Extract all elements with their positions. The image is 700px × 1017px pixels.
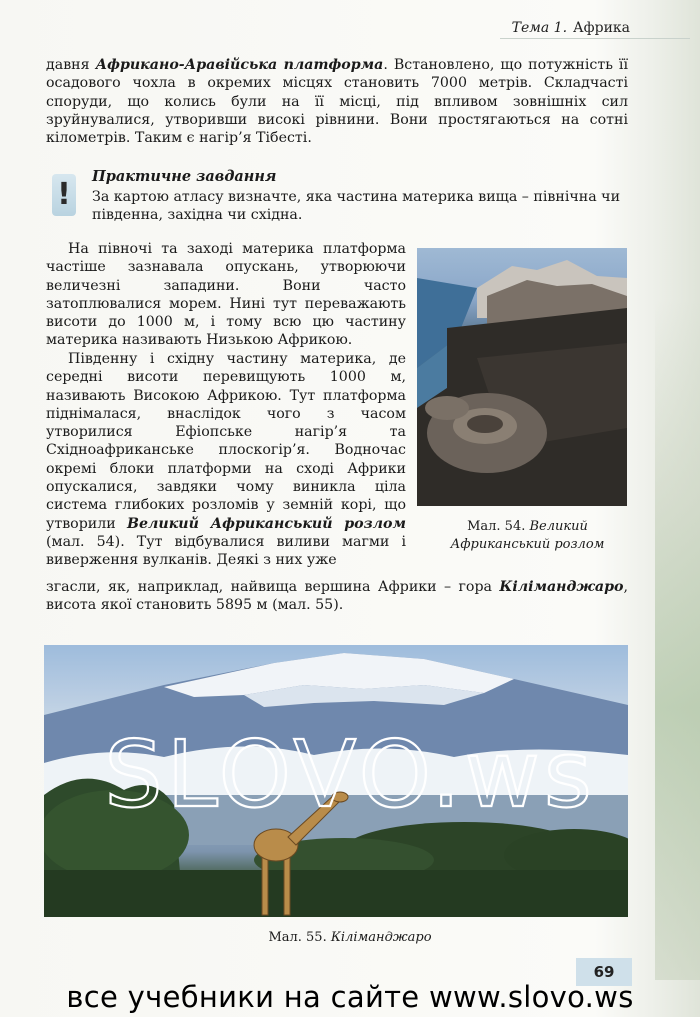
term-great-rift: Великий Африканський розлом xyxy=(126,515,406,532)
paragraph-platform xyxy=(46,56,628,147)
watermark xyxy=(70,722,630,822)
task-text: За картою атласу визначте, яка частина материка вища – північна чи південна, західна чи східна. xyxy=(92,189,621,224)
site-footer-banner: все учебники на сайте www.slovo.ws xyxy=(66,980,634,1014)
figure-54-caption xyxy=(430,518,625,554)
task-title: Практичне завдання xyxy=(92,168,277,185)
paragraph-kilimanjaro xyxy=(46,578,628,615)
page-number: 69 xyxy=(576,958,632,986)
header-rule xyxy=(500,38,690,39)
photo-great-rift xyxy=(417,248,627,506)
header-region: Африка xyxy=(573,20,630,36)
watermark-text: SLOVO.ws xyxy=(104,722,596,822)
paragraph-text: (мал. 54). Тут відбувалися виливи магми і виверження вулканів. Деякі з них уже xyxy=(46,533,406,569)
figure-55-title: Кіліманджаро xyxy=(330,930,432,945)
paragraph-text: давня xyxy=(46,57,96,73)
figure-54-title-line1: Великий xyxy=(529,519,588,534)
figure-55-caption xyxy=(0,930,700,945)
term-kilimanjaro: Кіліманджаро xyxy=(499,579,624,595)
paragraph-text: , висота якої становить 5895 м (мал. 55). xyxy=(46,579,628,614)
term-african-arabian-platform: Африкано-Аравійська платформа xyxy=(95,57,384,73)
paragraph-high-africa xyxy=(46,350,406,570)
header-topic: Тема 1. xyxy=(511,20,568,36)
figure-55-label: Мал. 55. xyxy=(268,930,327,945)
page-edge-decoration xyxy=(655,300,700,980)
exclamation-icon: ! xyxy=(52,174,76,216)
figure-54-label: Мал. 54. xyxy=(467,519,526,534)
paragraph-text: згасли, як, наприклад, найвища вершина Африки – гора xyxy=(46,579,500,595)
running-header xyxy=(512,20,630,36)
figure-54-title-line2: Африканський розлом xyxy=(450,537,605,552)
paragraph-text: . Встановлено, що потужність її осадового чохла в окремих місцях становить 7000 метрів. Складчасті споруди, що колись були на її місці, під впливом зовнішніх сил зруйнувалися, утворивши високі рівнини. Вони простягаються на сотні кілометрів. Таким є нагір’я Тібесті. xyxy=(46,57,628,147)
paragraph-text: Південну і східну частину материка, де середні висоти перевищують 1000 м, називають Високою Африкою. Тут платформа піднімалася, внаслідок чого з часом утворилися Ефіопське нагір’я та Східноафриканське плоскогір’я. Водночас окремі блоки платформи на сході Африки опускалися, завдяки чому виникла ціла система глибоких розломів у земній корі, що утворили xyxy=(46,351,406,532)
practical-task xyxy=(46,168,628,230)
paragraph-low-africa: На півночі та заході материка платформа частіше зазнавала опускань, утворюючи величезні западини. Вони часто затоплювалися морем. Нині тут переважають висоти до 1000 м, і тому всю цю частину материка називають Низькою Африкою. xyxy=(46,241,406,349)
